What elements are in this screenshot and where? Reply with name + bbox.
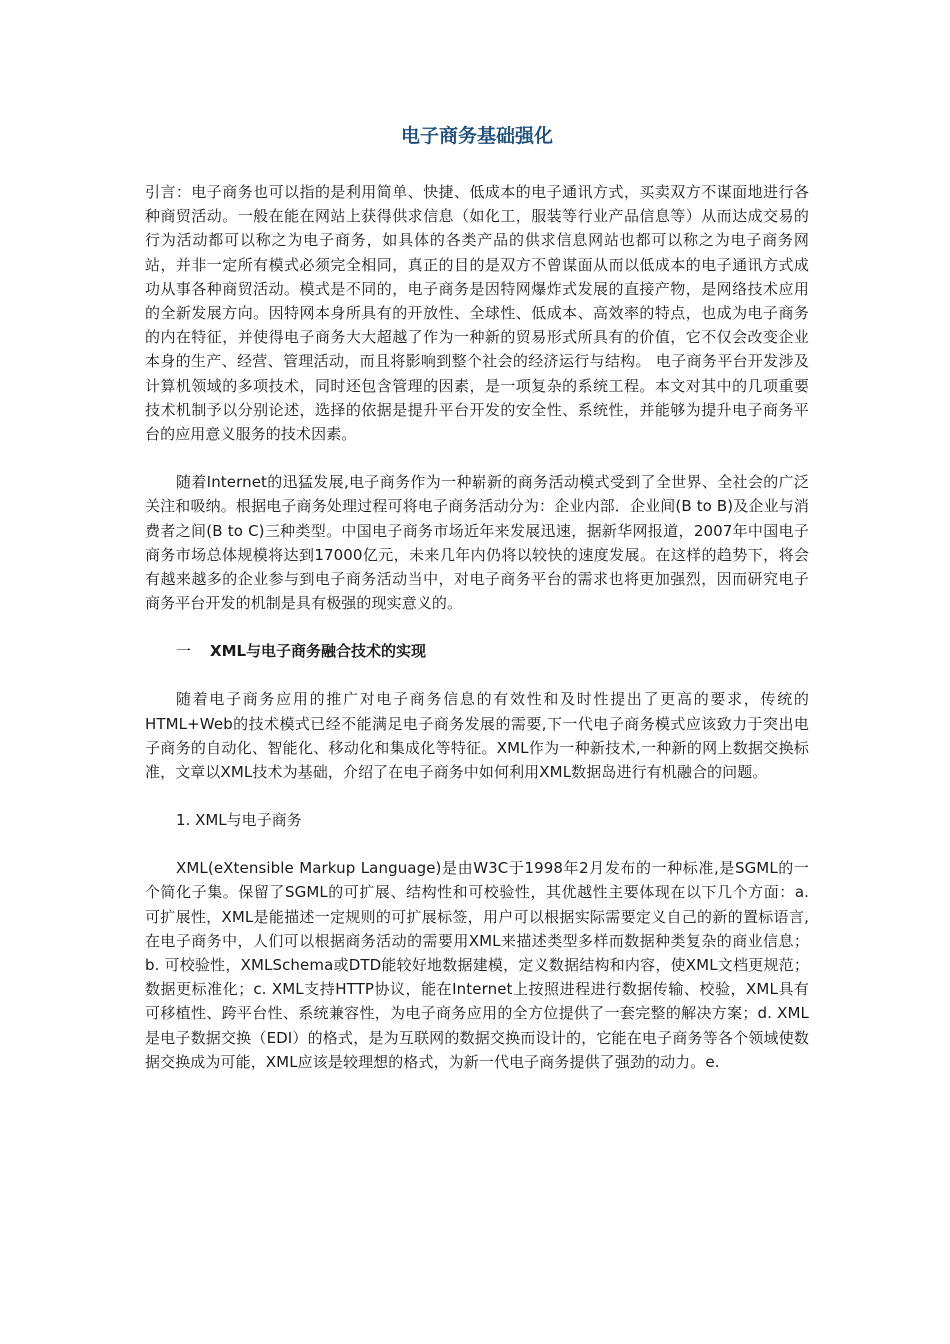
document-body xyxy=(145,120,809,1098)
body-paragraph-1: 随着Internet的迅猛发展,电子商务作为一种崭新的商务活动模式受到了全世界、全社会的广泛关注和吸纳。根据电子商务处理过程可将电子商务活动分为：企业内部．企业间(B to B)及企业与消费者之间(B to C)三种类型。中国电子商务市场近年来发展迅速，据新华网报道，2007年中国电子商务市场总体规模将达到17000亿元，未来几年内仍将以较快的速度发展。在这样的趋势下，将会有越来越多的企业参与到电子商务活动当中，对电子商务平台的需求也将更加强烈，因而研究电子商务平台开发的机制是具有极强的现实意义的。 xyxy=(145,473,809,613)
section-title: XML与电子商务融合技术的实现 xyxy=(210,642,427,661)
body-paragraph-2: 随着电子商务应用的推广对电子商务信息的有效性和及时性提出了更高的要求，传统的HTML+Web的技术模式已经不能满足电子商务发展的需要,下一代电子商务模式应该致力于突出电子商务的自动化、智能化、移动化和集成化等特征。XML作为一种新技术,一种新的网上数据交换标准，文章以XML技术为基础，介绍了在电子商务中如何利用XML数据岛进行有机融合的问题。 xyxy=(145,690,809,782)
body-paragraph-3: XML(eXtensible Markup Language)是由W3C于1998年2月发布的一种标准,是SGML的一个简化子集。保留了SGML的可扩展、结构性和可校验性，其优越性主要体现在以下几个方面：a. 可扩展性，XML是能描述一定规则的可扩展标签，用户可以根据实际需要定义自己的新的置标语言,在电子商务中，人们可以根据商务活动的需要用XML来描述类型多样而数据种类复杂的商业信息；b. 可校验性，XMLSchema或DTD能较好地数据建模，定义数据结构和内容，使XML文档更规范；数据更标准化；c. XML支持HTTP协议，能在Internet上按照进程进行数据传输、校验，XML具有可移植性、跨平台性、系统兼容性，为电子商务应用的全方位提供了一套完整的解决方案；d. XML是电子数据交换（EDI）的格式，是为互联网的数据交换而设计的，它能在电子商务等各个领域使数据交换成为可能，XML应该是较理想的格式，为新一代电子商务提供了强劲的动力。e. xyxy=(145,859,809,1071)
section-number: 一 xyxy=(176,642,192,661)
subsection-heading-1: 1. XML与电子商务 xyxy=(176,811,302,830)
section-heading-1 xyxy=(145,639,809,663)
intro-paragraph: 引言：电子商务也可以指的是利用简单、快捷、低成本的电子通讯方式，买卖双方不谋面地进行各种商贸活动。一般在能在网站上获得供求信息（如化工，服装等行业产品信息等）从而达成交易的行为活动都可以称之为电子商务，如具体的各类产品的供求信息网站也都可以称之为电子商务网站，并非一定所有模式必须完全相同，真正的目的是双方不曾谋面从而以低成本的电子通讯方式成功从事各种商贸活动。模式是不同的，电子商务是因特网爆炸式发展的直接产物，是网络技术应用的全新发展方向。因特网本身所具有的开放性、全球性、低成本、高效率的特点，也成为电子商务的内在特征，并使得电子商务大大超越了作为一种新的贸易形式所具有的价值，它不仅会改变企业本身的生产、经营、管理活动，而且将影响到整个社会的经济运行与结构。 电子商务平台开发涉及计算机领域的多项技术，同时还包含管理的因素，是一项复杂的系统工程。本文对其中的几项重要技术机制予以分别论述，选择的依据是提升平台开发的安全性、系统性，并能够为提升电子商务平台的应用意义服务的技术因素。 xyxy=(145,183,809,444)
page-title: 电子商务基础强化 xyxy=(400,125,553,147)
